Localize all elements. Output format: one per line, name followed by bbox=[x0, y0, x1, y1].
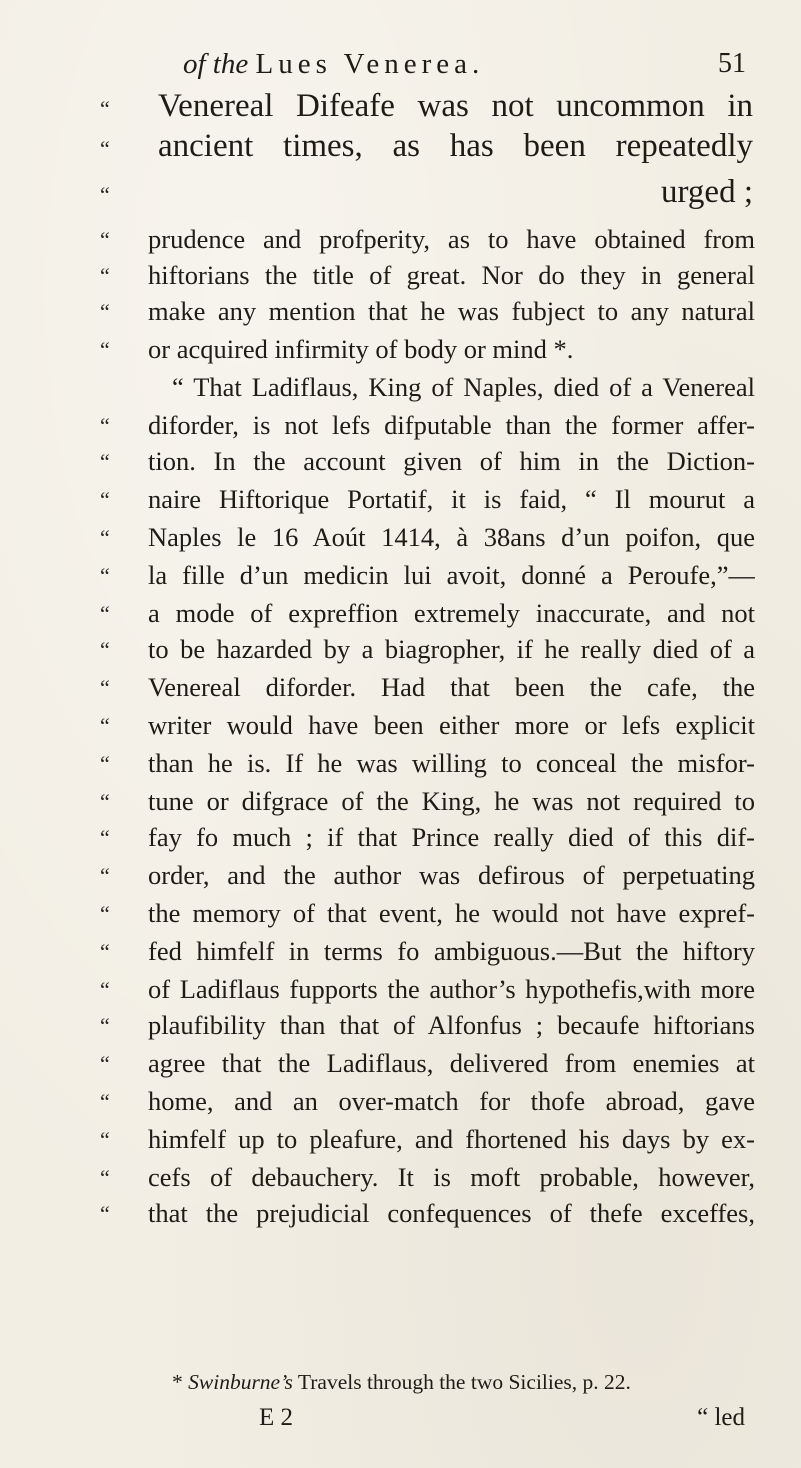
quote-mark: “ bbox=[100, 136, 110, 161]
quote-mark: “ bbox=[100, 675, 110, 700]
line-text: la fille d’un medicin lui avoit, donné a Peroufe,”— bbox=[148, 560, 755, 590]
line-text: home, and an over-match for thofe abroad, gave bbox=[148, 1086, 755, 1116]
line-text: plaufibility than that of Alfonfus ; becaufe hiftorians bbox=[148, 1010, 755, 1040]
quote-mark: “ bbox=[100, 751, 110, 776]
quote-mark: “ bbox=[100, 977, 110, 1002]
catchword: “ led bbox=[697, 1404, 745, 1431]
quote-mark: “ bbox=[100, 1051, 110, 1076]
page-number: 51 bbox=[718, 48, 746, 79]
quote-mark: “ bbox=[100, 337, 110, 362]
line-text: prudence and profperity, as to have obtained from bbox=[148, 224, 755, 254]
quote-mark: “ bbox=[100, 487, 110, 512]
line-text: order, and the author was defirous of perpetuating bbox=[148, 860, 755, 890]
line-text: that the prejudicial confequences of thefe exceffes, bbox=[148, 1198, 755, 1228]
line-text: of Ladiflaus fupports the author’s hypothefis,with more bbox=[148, 974, 755, 1004]
running-title bbox=[183, 48, 484, 81]
quote-mark: “ bbox=[100, 1165, 110, 1190]
quote-mark: “ bbox=[100, 863, 110, 888]
quote-mark: “ bbox=[100, 601, 110, 626]
line-text: than he is. If he was willing to conceal the misfor- bbox=[148, 748, 755, 778]
line-text: tion. In the account given of him in the Diction- bbox=[148, 446, 755, 476]
line-text: Venereal Difeafe was not uncommon in bbox=[158, 88, 753, 124]
quote-mark: “ bbox=[100, 449, 110, 474]
quote-mark: “ bbox=[100, 637, 110, 662]
quote-mark: “ bbox=[100, 713, 110, 738]
footnote bbox=[172, 1370, 631, 1395]
quote-mark: “ bbox=[100, 1089, 110, 1114]
quote-mark: “ bbox=[100, 901, 110, 926]
line-text: hiftorians the title of great. Nor do they in general bbox=[148, 260, 755, 290]
line-text: himfelf up to pleafure, and fhortened his days by ex- bbox=[148, 1124, 755, 1154]
quote-mark: “ bbox=[100, 825, 110, 850]
running-title-italic: of the bbox=[183, 48, 249, 80]
running-title-caps: Lues Venereа. bbox=[255, 48, 485, 80]
quote-mark: “ bbox=[100, 939, 110, 964]
line-text: Naples le 16 Aoút 1414, à 38ans d’un poifon, que bbox=[148, 522, 755, 552]
quote-mark: “ bbox=[100, 789, 110, 814]
line-text: agree that the Ladiflaus, delivered from enemies at bbox=[148, 1048, 755, 1078]
line-text: writer would have been either more or lefs explicit bbox=[148, 710, 755, 740]
quote-mark: “ bbox=[100, 525, 110, 550]
quote-mark: “ bbox=[100, 1201, 110, 1226]
line-text: a mode of expreffion extremely inaccurate, and not bbox=[148, 598, 755, 628]
line-text: cefs of debauchery. It is moft probable, however, bbox=[148, 1162, 755, 1192]
line-text: or acquired infirmity of body or mind *. bbox=[148, 334, 574, 364]
line-text: ancient times, as has been repeatedly bbox=[158, 128, 753, 164]
quote-mark: “ bbox=[100, 1013, 110, 1038]
footnote-author: Swinburne’s bbox=[188, 1370, 293, 1394]
line-text: the memory of that event, he would not have expref- bbox=[148, 898, 755, 928]
signature-mark: E 2 bbox=[259, 1404, 294, 1431]
quote-mark: “ bbox=[100, 182, 110, 207]
footnote-marker: * bbox=[172, 1370, 183, 1394]
line-text: fed himfelf in terms fo ambiguous.—But the hiftory bbox=[148, 936, 755, 966]
quote-mark: “ bbox=[100, 1127, 110, 1152]
line-text: tune or difgrace of the King, he was not required to bbox=[148, 786, 755, 816]
line-text: Venereal diforder. Had that been the cafe, the bbox=[148, 672, 755, 702]
quote-mark: “ bbox=[100, 563, 110, 588]
quote-mark: “ bbox=[100, 227, 110, 252]
quote-mark: “ bbox=[100, 96, 110, 121]
quote-mark: “ bbox=[100, 263, 110, 288]
running-header bbox=[0, 42, 801, 92]
line-text: “ That Ladiflaus, King of Naples, died of a Venereal bbox=[172, 372, 755, 402]
line-text: fay fo much ; if that Prince really died of this dif- bbox=[148, 822, 755, 852]
line-text: make any mention that he was fubject to any natural bbox=[148, 296, 755, 326]
line-text: to be hazarded by a biagropher, if he really died of a bbox=[148, 634, 755, 664]
quote-mark: “ bbox=[100, 413, 110, 438]
footnote-text: Travels through the two Sicilies, p. 22. bbox=[297, 1370, 631, 1394]
line-text: diforder, is not lefs difputable than the former affer- bbox=[148, 410, 755, 440]
line-text: urged ; bbox=[661, 174, 753, 210]
quote-mark: “ bbox=[100, 299, 110, 324]
line-text: naire Hiftorique Portatif, it is faid, “ Il mourut a bbox=[148, 484, 755, 514]
